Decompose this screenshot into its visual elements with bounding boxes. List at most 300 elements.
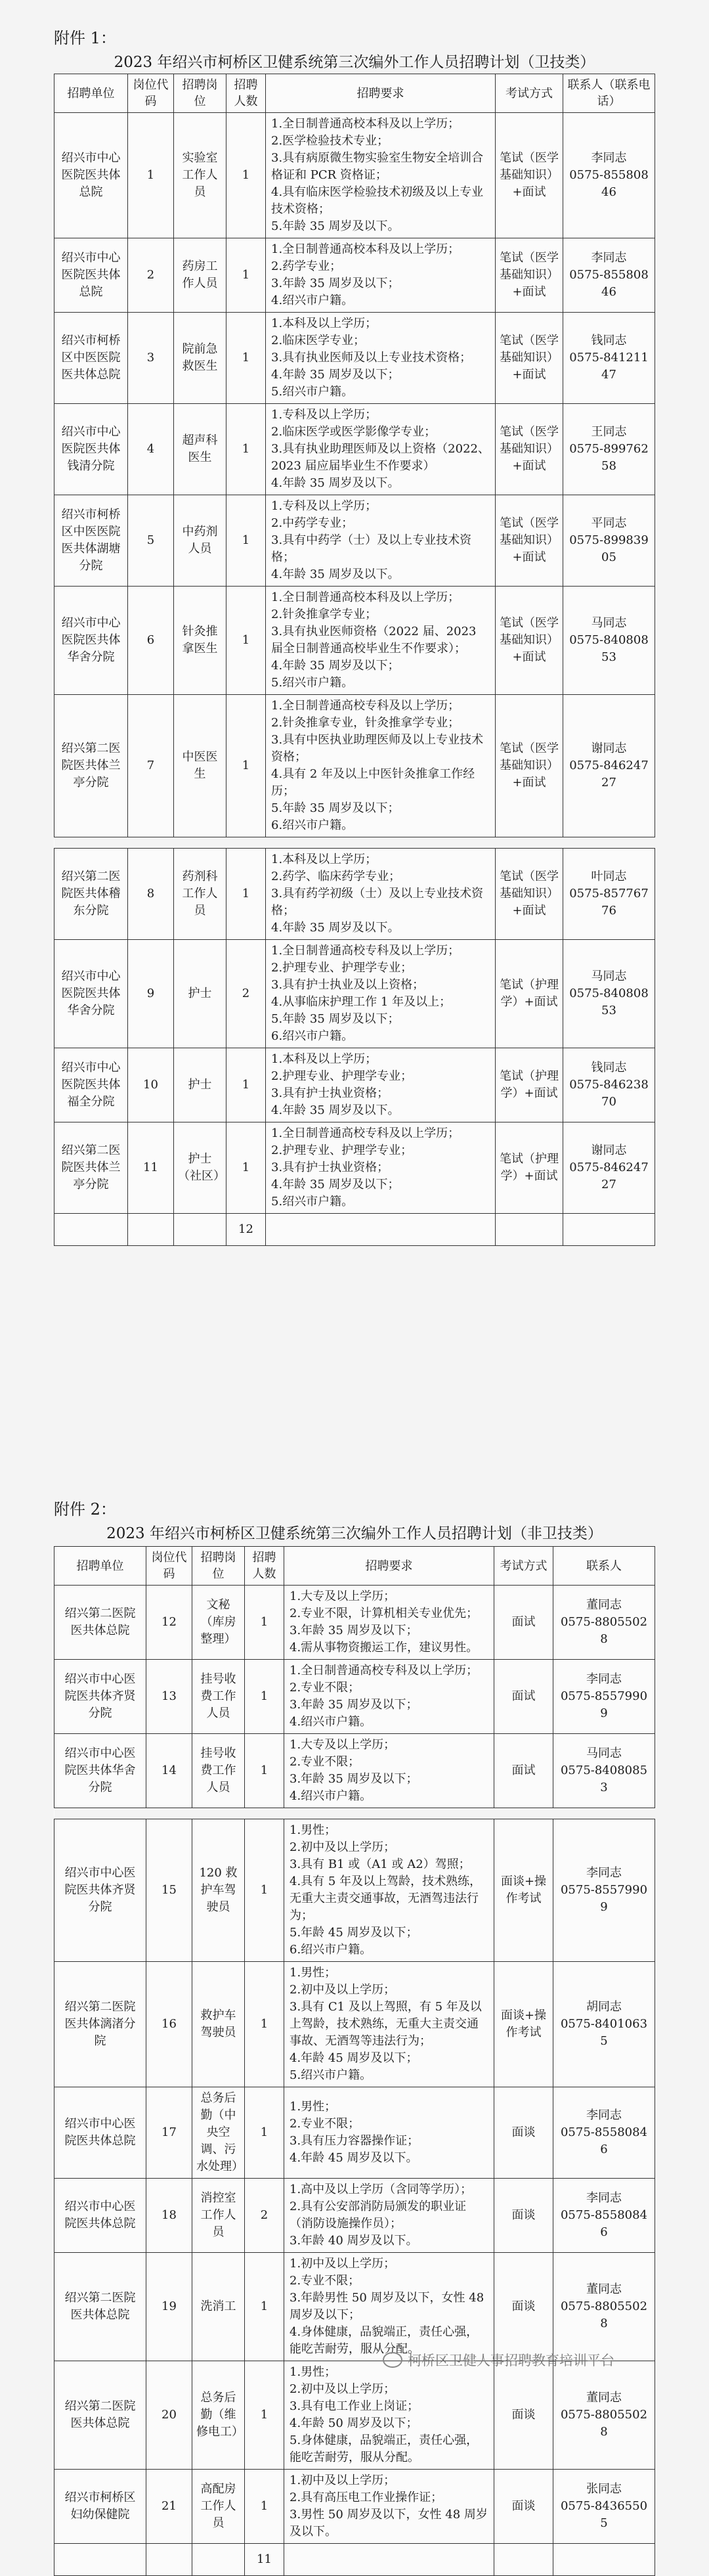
requirement-line: 3.年龄 35 周岁及以下；: [290, 1698, 418, 1712]
contact-name: 谢同志: [591, 742, 627, 755]
contact-phone: 0575-89983905: [569, 533, 649, 564]
table-row: [54, 1962, 655, 2087]
contact-name: 叶同志: [591, 870, 627, 883]
contact-phone: 0575-84623870: [569, 1078, 649, 1109]
requirement-line: 4.年龄 35 周岁及以下。: [271, 476, 400, 490]
requirement-line: 3.年龄男性 50 周岁及以下，女性 48 周岁及以下；: [290, 2291, 484, 2322]
code-cell: 14: [146, 1734, 192, 1808]
contact-phone: 0575-85580846: [569, 268, 649, 299]
requirement-line: 3.具有压力容器操作证；: [290, 2134, 419, 2148]
num-cell: 1: [226, 404, 266, 495]
code-cell: 4: [128, 404, 174, 495]
contact-phone: 0575-84624727: [569, 1161, 649, 1191]
unit-cell: 绍兴市中心医院医共体华舍分院: [54, 940, 128, 1048]
contact-cell: [563, 695, 655, 837]
requirements-cell: [266, 313, 496, 404]
requirement-line: 6.绍兴市户籍。: [290, 1943, 372, 1957]
requirement-line: 2.临床医学或医学影像学专业；: [271, 425, 437, 439]
unit-cell: 绍兴市柯桥区中医医院医共体湖塘分院: [54, 495, 128, 587]
total-empty: [284, 2544, 494, 2576]
post-cell: 实验室工作人员: [174, 113, 226, 238]
requirement-line: 4.年龄 45 周岁及以下。: [290, 2151, 418, 2165]
requirement-line: 1.全日制普通高校本科及以上学历；: [271, 590, 460, 604]
requirements-cell: [284, 2470, 494, 2544]
requirement-line: 5.年龄 35 周岁及以下；: [271, 1012, 400, 1026]
requirement-line: 1.男性；: [290, 2100, 337, 2114]
num-cell: 1: [226, 495, 266, 587]
requirements-cell: [266, 238, 496, 313]
table-row: [54, 495, 655, 587]
exam-cell: 面谈+操作考试: [494, 1819, 553, 1962]
code-cell: 18: [146, 2179, 192, 2253]
total-empty: [128, 1214, 174, 1246]
code-cell: 8: [128, 849, 174, 940]
requirement-line: 4.身体健康，品貌端正，责任心强，能吃苦耐劳，服从分配。: [290, 2325, 479, 2356]
unit-cell: 绍兴市中心医院医共体华舍分院: [54, 1734, 146, 1808]
contact-name: 平同志: [591, 516, 627, 530]
table-row: [54, 940, 655, 1048]
post-cell: 挂号收费工作人员: [192, 1734, 245, 1808]
requirement-line: 2.专业不限；: [290, 2117, 360, 2131]
contact-name: 董同志: [586, 2391, 622, 2405]
contact-name: 李同志: [591, 151, 627, 165]
requirements-cell: [266, 587, 496, 695]
num-cell: 1: [226, 238, 266, 313]
contact-name: 李同志: [586, 2191, 622, 2205]
requirement-line: 5.年龄 35 周岁及以下；: [271, 801, 400, 815]
requirements-cell: [284, 2361, 494, 2470]
requirement-line: 1.专科及以上学历；: [271, 408, 377, 422]
requirement-line: 5.绍兴市户籍。: [271, 676, 354, 690]
requirement-line: 2.护理专业、护理学专业；: [271, 1069, 413, 1083]
requirement-line: 3.具有护士执业资格；: [271, 1086, 389, 1100]
unit-cell: 绍兴第二医院医共体兰亭分院: [54, 695, 128, 837]
contact-cell: [563, 113, 655, 238]
unit-cell: 绍兴第二医院医共体兰亭分院: [54, 1122, 128, 1214]
exam-cell: 笔试（护理学）+面试: [496, 1122, 563, 1214]
exam-cell: 笔试（医学基础知识）+面试: [496, 587, 563, 695]
contact-phone: 0575-84080853: [569, 633, 649, 664]
requirement-line: 4.绍兴市户籍。: [290, 1715, 372, 1729]
recruitment-table-medical: [54, 74, 655, 1246]
requirement-line: 4.年龄 35 周岁及以下。: [271, 567, 400, 581]
requirements-cell: [284, 1586, 494, 1660]
contact-name: 李同志: [591, 251, 627, 265]
unit-cell: 绍兴市中心医院医共体钱清分院: [54, 404, 128, 495]
unit-cell: 绍兴市中心医院医共体总院: [54, 2087, 146, 2179]
code-cell: 6: [128, 587, 174, 695]
requirements-cell: [284, 1819, 494, 1962]
attachment-1-label: 附件 1：: [54, 29, 116, 47]
contact-name: 马同志: [586, 1746, 622, 1760]
requirement-line: 1.本科及以上学历；: [271, 1052, 377, 1066]
contact-phone: 0575-84121147: [569, 351, 649, 382]
code-cell: 15: [146, 1819, 192, 1962]
table-row: [54, 2179, 655, 2253]
post-cell: 护士（社区）: [174, 1122, 226, 1214]
unit-cell: 绍兴市中心医院医共体齐贤分院: [54, 1819, 146, 1962]
header-unit: 招聘单位: [54, 74, 128, 113]
contact-cell: [563, 940, 655, 1048]
contact-cell: [563, 1048, 655, 1122]
header-exam: 考试方式: [494, 1547, 553, 1586]
contact-name: 李同志: [586, 2108, 622, 2122]
requirement-line: 2.针灸推拿学专业；: [271, 608, 377, 621]
requirement-line: 1.男性；: [290, 2365, 337, 2379]
code-cell: 5: [128, 495, 174, 587]
post-cell: 中医医生: [174, 695, 226, 837]
contact-cell: [553, 1660, 655, 1734]
requirement-line: 1.男性；: [290, 1966, 337, 1980]
header-num: 招聘人数: [245, 1547, 284, 1586]
gap-cell: [54, 1808, 655, 1819]
post-cell: 针灸推拿医生: [174, 587, 226, 695]
contact-cell: [563, 849, 655, 940]
unit-cell: 绍兴市柯桥区妇幼保健院: [54, 2470, 146, 2544]
requirements-cell: [266, 1048, 496, 1122]
requirement-line: 3.具有中药学（士）及以上专业技术资格；: [271, 533, 472, 564]
header-req: 招聘要求: [266, 74, 496, 113]
contact-cell: [563, 238, 655, 313]
contact-phone: 0575-85776776: [569, 887, 649, 918]
table-row: [54, 695, 655, 837]
header-code: 岗位代码: [146, 1547, 192, 1586]
table-row: [54, 587, 655, 695]
total-empty: [54, 2544, 146, 2576]
requirement-line: 2.针灸推拿专业，针灸推拿学专业；: [271, 716, 460, 730]
requirement-line: 1.全日制普通高校专科及以上学历；: [271, 1126, 460, 1140]
requirement-line: 3.具有护士执业及以上资格；: [271, 978, 425, 992]
total-empty: [54, 1214, 128, 1246]
post-cell: 120 救护车驾驶员: [192, 1819, 245, 1962]
exam-cell: 面谈+操作考试: [494, 1962, 553, 2087]
requirement-line: 1.男性；: [290, 1823, 337, 1837]
num-cell: 1: [226, 113, 266, 238]
num-cell: 1: [226, 849, 266, 940]
post-cell: 挂号收费工作人员: [192, 1660, 245, 1734]
exam-cell: 笔试（护理学）+面试: [496, 940, 563, 1048]
requirement-line: 2.药学、临床药学专业；: [271, 870, 401, 883]
unit-cell: 绍兴第二医院医共体总院: [54, 2361, 146, 2470]
header-req: 招聘要求: [284, 1547, 494, 1586]
exam-cell: 笔试（医学基础知识）+面试: [496, 113, 563, 238]
post-cell: 总务后勤（维修电工）: [192, 2361, 245, 2470]
contact-phone: 0575-88055028: [560, 2299, 648, 2330]
contact-phone: 0575-88055028: [560, 1615, 648, 1646]
requirement-line: 2.初中及以上学历；: [290, 1983, 396, 1997]
requirement-line: 1.全日制普通高校专科及以上学历；: [271, 699, 460, 713]
contact-phone: 0575-84365505: [560, 2499, 648, 2530]
code-cell: 20: [146, 2361, 192, 2470]
contact-phone: 0575-85579909: [560, 1689, 648, 1720]
total-row: [54, 2544, 655, 2576]
table-row: [54, 849, 655, 940]
requirement-line: 3.具有执业医师资格（2022 届、2023 届全日制普通高校毕业生不作要求）；: [271, 625, 477, 655]
requirement-line: 2.专业不限，计算机相关专业优先；: [290, 1607, 479, 1620]
post-cell: 消控室工作人员: [192, 2179, 245, 2253]
requirement-line: 3.具有中医执业助理医师及以上专业技术资格；: [271, 733, 484, 764]
contact-cell: [553, 2470, 655, 2544]
requirement-line: 2.初中及以上学历；: [290, 2382, 396, 2396]
table-gap: [54, 837, 655, 849]
contact-phone: 0575-84010635: [560, 2017, 648, 2048]
requirement-line: 5.绍兴市户籍。: [271, 385, 354, 399]
requirement-line: 4.年龄 35 周岁及以下。: [271, 921, 400, 935]
requirement-line: 3.年龄 35 周岁及以下；: [290, 1624, 418, 1637]
contact-phone: 0575-88055028: [560, 2408, 648, 2439]
contact-cell: [553, 2361, 655, 2470]
requirement-line: 2.具有高压电工作业操作证；: [290, 2491, 443, 2504]
code-cell: 19: [146, 2253, 192, 2361]
table-header-row: [54, 74, 655, 113]
requirement-line: 4.绍兴市户籍。: [271, 294, 354, 307]
exam-cell: 面谈: [494, 2253, 553, 2361]
contact-name: 马同志: [591, 969, 627, 983]
contact-name: 王同志: [591, 425, 627, 439]
code-cell: 11: [128, 1122, 174, 1214]
requirement-line: 4.年龄 35 周岁及以下；: [271, 368, 400, 382]
total-count: 12: [226, 1214, 266, 1246]
unit-cell: 绍兴第二医院医共体总院: [54, 1586, 146, 1660]
exam-cell: 面谈: [494, 2361, 553, 2470]
table-header-row: [54, 1547, 655, 1586]
requirement-line: 4.具有 2 年及以上中医针灸推拿工作经历；: [271, 767, 475, 798]
contact-cell: [553, 2253, 655, 2361]
num-cell: 1: [226, 1122, 266, 1214]
exam-cell: 面试: [494, 1660, 553, 1734]
recruitment-table-non-medical: [54, 1546, 655, 2576]
exam-cell: 面谈: [494, 2470, 553, 2544]
requirement-line: 2.专业不限；: [290, 1681, 360, 1695]
requirements-cell: [284, 1734, 494, 1808]
header-code: 岗位代码: [128, 74, 174, 113]
attachment-1-title: 2023 年绍兴市柯桥区卫健系统第三次编外工作人员招聘计划（卫技类）: [114, 54, 595, 71]
requirement-line: 2.专业不限；: [290, 1755, 360, 1769]
total-empty: [174, 1214, 226, 1246]
requirement-line: 2.初中及以上学历；: [290, 1840, 396, 1854]
num-cell: 1: [226, 695, 266, 837]
num-cell: 2: [226, 940, 266, 1048]
contact-phone: 0575-84080853: [569, 987, 649, 1017]
requirement-line: 1.专科及以上学历；: [271, 499, 377, 513]
contact-name: 张同志: [586, 2482, 622, 2496]
requirement-line: 3.具有执业助理医师及以上资格（2022、2023 届应届毕业生不作要求）: [271, 442, 490, 473]
code-cell: 13: [146, 1660, 192, 1734]
contact-name: 马同志: [591, 616, 627, 630]
code-cell: 7: [128, 695, 174, 837]
unit-cell: 绍兴市柯桥区中医医院医共体总院: [54, 313, 128, 404]
code-cell: 12: [146, 1586, 192, 1660]
contact-cell: [553, 1586, 655, 1660]
unit-cell: 绍兴第二医院医共体总院: [54, 2253, 146, 2361]
header-num: 招聘人数: [226, 74, 266, 113]
post-cell: 护士: [174, 940, 226, 1048]
requirement-line: 2.护理专业、护理学专业；: [271, 1144, 413, 1157]
unit-cell: 绍兴市中心医院医共体总院: [54, 238, 128, 313]
requirement-line: 4.具有临床医学检验技术初级及以上专业技术资格；: [271, 185, 484, 216]
code-cell: 3: [128, 313, 174, 404]
watermark: [383, 2350, 614, 2370]
requirement-line: 4.年龄 35 周岁及以下。: [271, 1103, 400, 1117]
exam-cell: 笔试（医学基础知识）+面试: [496, 849, 563, 940]
num-cell: 1: [245, 1819, 284, 1962]
total-empty: [146, 2544, 192, 2576]
table-row: [54, 113, 655, 238]
table-row: [54, 1048, 655, 1122]
total-empty: [266, 1214, 496, 1246]
contact-name: 董同志: [586, 1598, 622, 1612]
table-row: [54, 404, 655, 495]
exam-cell: 笔试（医学基础知识）+面试: [496, 313, 563, 404]
contact-phone: 0575-85580846: [569, 168, 649, 199]
requirement-line: 2.护理专业、护理学专业；: [271, 961, 413, 975]
requirements-cell: [266, 940, 496, 1048]
unit-cell: 绍兴第二医院医共体漓渚分院: [54, 1962, 146, 2087]
header-contact: 联系人（联系电话）: [563, 74, 655, 113]
requirement-line: 3.男性 50 周岁及以下，女性 48 周岁及以下。: [290, 2508, 488, 2539]
requirement-line: 4.绍兴市户籍。: [290, 1789, 372, 1803]
requirements-cell: [266, 849, 496, 940]
table-row: [54, 1734, 655, 1808]
exam-cell: 面谈: [494, 2179, 553, 2253]
post-cell: 总务后勤（中央空调、污水处理）: [192, 2087, 245, 2179]
post-cell: 护士: [174, 1048, 226, 1122]
code-cell: 16: [146, 1962, 192, 2087]
table-row: [54, 2361, 655, 2470]
requirement-line: 3.具有护士执业资格；: [271, 1161, 389, 1174]
requirement-line: 1.本科及以上学历；: [271, 853, 377, 866]
contact-phone: 0575-84624727: [569, 759, 649, 789]
requirement-line: 6.绍兴市户籍。: [271, 818, 354, 832]
unit-cell: 绍兴市中心医院医共体福全分院: [54, 1048, 128, 1122]
contact-name: 钱同志: [591, 1061, 627, 1075]
requirements-cell: [284, 1962, 494, 2087]
contact-name: 钱同志: [591, 334, 627, 347]
exam-cell: 笔试（医学基础知识）+面试: [496, 495, 563, 587]
contact-name: 李同志: [586, 1672, 622, 1686]
exam-cell: 笔试（护理学）+面试: [496, 1048, 563, 1122]
requirements-cell: [266, 1122, 496, 1214]
contact-phone: 0575-85580846: [560, 2125, 648, 2156]
requirement-line: 3.具有电工作业上岗证；: [290, 2399, 419, 2413]
exam-cell: 面谈: [494, 2087, 553, 2179]
table-row: [54, 2470, 655, 2544]
num-cell: 1: [226, 587, 266, 695]
requirement-line: 1.初中及以上学历；: [290, 2257, 396, 2271]
post-cell: 药剂科工作人员: [174, 849, 226, 940]
exam-cell: 面试: [494, 1734, 553, 1808]
requirement-line: 4.年龄 35 周岁及以下；: [271, 659, 400, 673]
requirements-cell: [266, 495, 496, 587]
contact-cell: [553, 1819, 655, 1962]
requirement-line: 3.具有药学初级（士）及以上专业技术资格；: [271, 887, 484, 918]
requirement-line: 3.具有执业医师及以上专业技术资格；: [271, 351, 472, 365]
num-cell: 1: [245, 2087, 284, 2179]
unit-cell: 绍兴市中心医院医共体总院: [54, 2179, 146, 2253]
requirement-line: 1.大专及以上学历；: [290, 1738, 396, 1752]
contact-cell: [563, 495, 655, 587]
requirements-cell: [284, 2087, 494, 2179]
num-cell: 1: [245, 2470, 284, 2544]
table-row: [54, 1586, 655, 1660]
requirement-line: 5.年龄 35 周岁及以下。: [271, 219, 400, 233]
total-empty: [563, 1214, 655, 1246]
table-row: [54, 1660, 655, 1734]
requirement-line: 4.年龄 45 周岁及以下；: [290, 2051, 418, 2065]
requirement-line: 1.本科及以上学历；: [271, 317, 377, 330]
code-cell: 21: [146, 2470, 192, 2544]
num-cell: 1: [226, 1048, 266, 1122]
requirement-line: 2.中药学专业；: [271, 516, 354, 530]
requirement-line: 1.高中及以上学历（含同等学历）；: [290, 2183, 473, 2196]
post-cell: 药房工作人员: [174, 238, 226, 313]
post-cell: 洗消工: [192, 2253, 245, 2361]
contact-name: 胡同志: [586, 2000, 622, 2014]
requirement-line: 4.年龄 50 周岁及以下；: [290, 2416, 418, 2430]
post-cell: 文秘（库房整理）: [192, 1586, 245, 1660]
watermark-text: 柯桥区卫健人事招聘教育培训平台: [408, 2353, 614, 2368]
header-post: 招聘岗位: [174, 74, 226, 113]
num-cell: 1: [245, 2253, 284, 2361]
table-row: [54, 238, 655, 313]
requirement-line: 2.具有公安部消防局颁发的职业证（消防设施操作员）；: [290, 2200, 467, 2231]
requirement-line: 1.全日制普通高校本科及以上学历；: [271, 242, 460, 256]
contact-cell: [563, 1122, 655, 1214]
total-count: 11: [245, 2544, 284, 2576]
post-cell: 超声科医生: [174, 404, 226, 495]
contact-phone: 0575-84080853: [560, 1764, 648, 1794]
attachment-2-label: 附件 2：: [54, 1500, 116, 1519]
contact-phone: 0575-89976258: [569, 442, 649, 473]
requirement-line: 5.绍兴市户籍。: [290, 2068, 372, 2082]
requirements-cell: [266, 113, 496, 238]
requirement-line: 6.绍兴市户籍。: [271, 1029, 354, 1043]
num-cell: 1: [245, 1586, 284, 1660]
post-cell: 高配房工作人员: [192, 2470, 245, 2544]
total-empty: [553, 2544, 655, 2576]
requirement-line: 3.年龄 40 周岁及以下。: [290, 2234, 418, 2248]
unit-cell: 绍兴市中心医院医共体总院: [54, 113, 128, 238]
requirements-cell: [284, 1660, 494, 1734]
num-cell: 1: [245, 2361, 284, 2470]
contact-name: 李同志: [586, 1866, 622, 1880]
post-cell: 院前急救医生: [174, 313, 226, 404]
table-row: [54, 2253, 655, 2361]
table-gap: [54, 1808, 655, 1819]
num-cell: 2: [245, 2179, 284, 2253]
header-exam: 考试方式: [496, 74, 563, 113]
requirement-line: 2.专业不限；: [290, 2274, 360, 2288]
requirement-line: 5.年龄 45 周岁及以下；: [290, 1926, 418, 1940]
code-cell: 9: [128, 940, 174, 1048]
requirement-line: 1.大专及以上学历；: [290, 1589, 396, 1603]
contact-phone: 0575-85580846: [560, 2208, 648, 2239]
contact-cell: [553, 1734, 655, 1808]
requirement-line: 4.具有 5 年及以上驾龄，技术熟练，无重大主责交通事故，无酒驾违法行为；: [290, 1875, 482, 1922]
contact-name: 谢同志: [591, 1144, 627, 1157]
header-contact: 联系人: [553, 1547, 655, 1586]
requirements-cell: [266, 404, 496, 495]
total-empty: [496, 1214, 563, 1246]
requirement-line: 4.需从事物资搬运工作，建议男性。: [290, 1641, 479, 1654]
contact-cell: [553, 2087, 655, 2179]
num-cell: 1: [226, 313, 266, 404]
requirements-cell: [284, 2179, 494, 2253]
post-cell: 救护车驾驶员: [192, 1962, 245, 2087]
requirement-line: 1.全日制普通高校专科及以上学历；: [290, 1664, 479, 1677]
requirements-cell: [284, 2253, 494, 2361]
attachment-2-title: 2023 年绍兴市柯桥区卫健系统第三次编外工作人员招聘计划（非卫技类）: [106, 1525, 603, 1542]
